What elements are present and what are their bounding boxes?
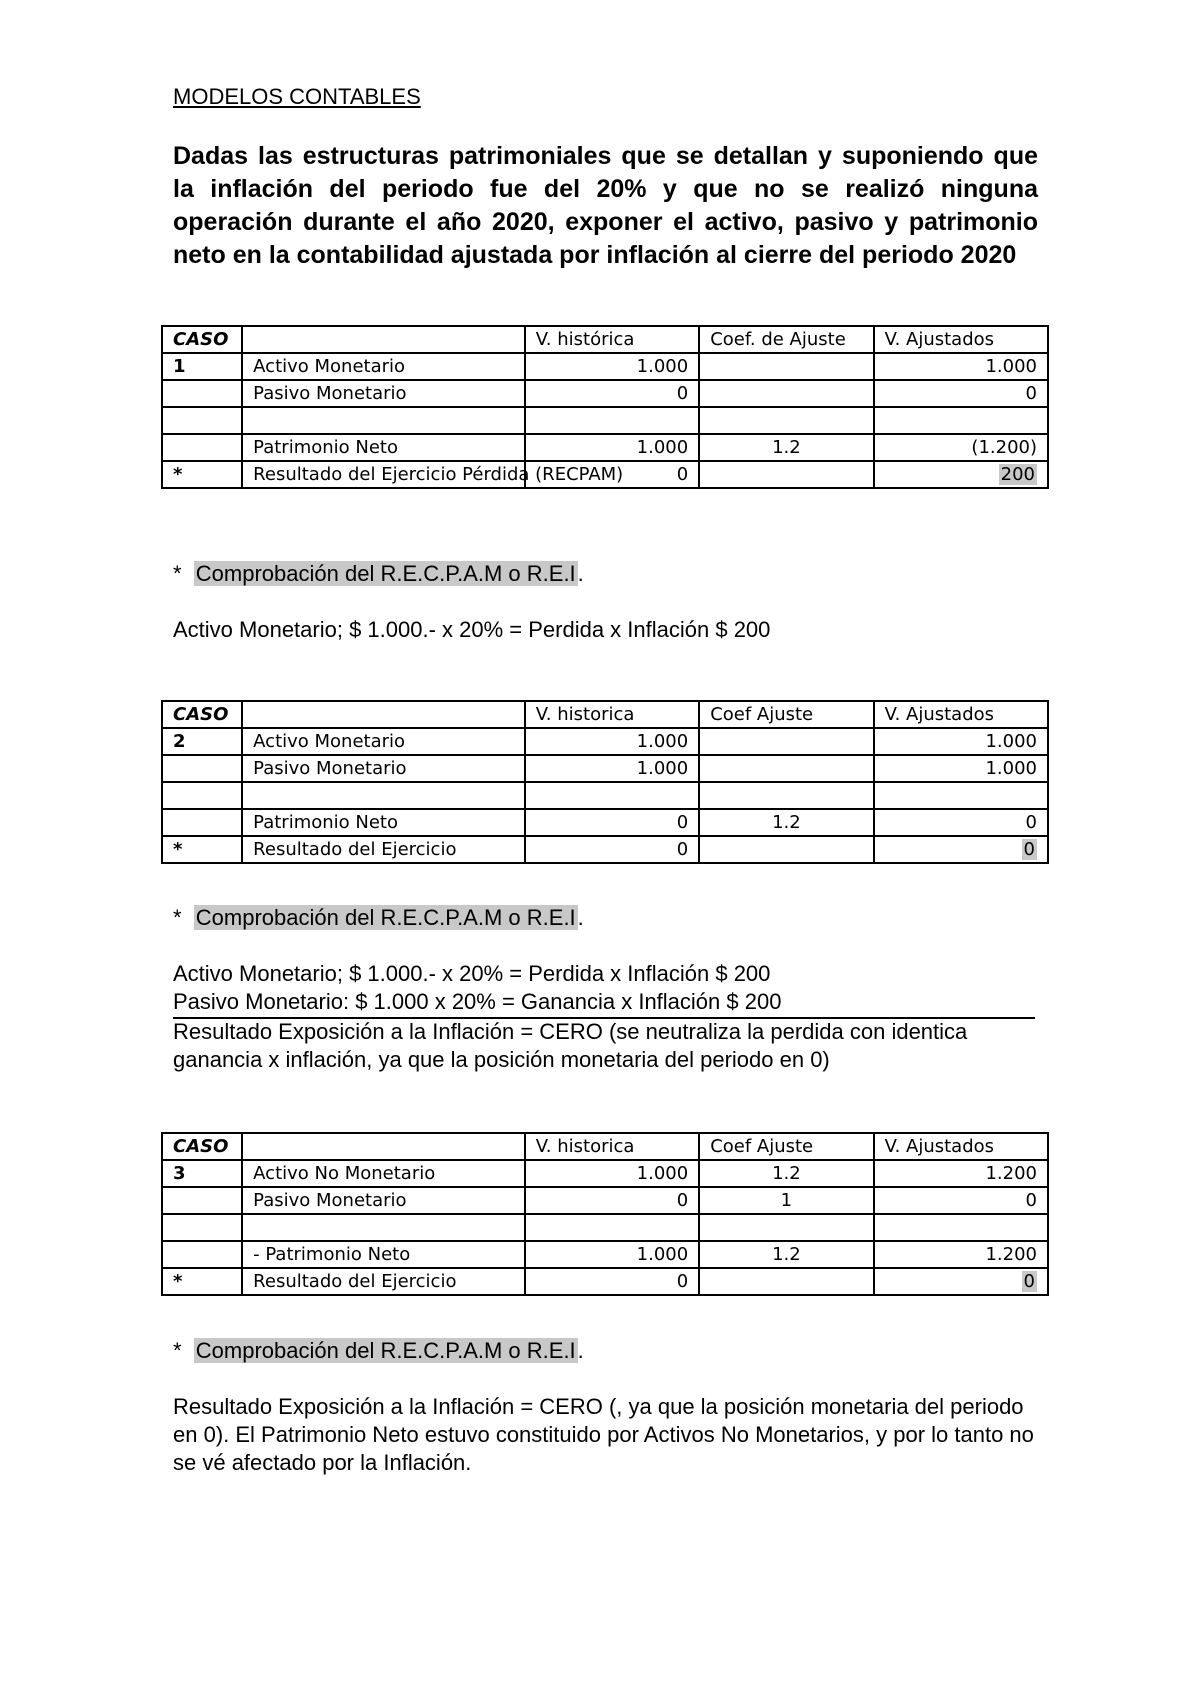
row-historic-value: 1.000: [525, 353, 699, 380]
row-marker: *: [162, 836, 242, 863]
row-historic-value: 1.000: [525, 755, 699, 782]
row-marker: [162, 434, 242, 461]
row-adjusted-value: [874, 407, 1048, 434]
row-coef: [699, 353, 873, 380]
row-marker: *: [162, 461, 242, 488]
check-heading: * Comprobación del R.E.C.P.A.M o R.E.I.: [173, 1338, 584, 1363]
row-adjusted-value: [874, 461, 1048, 488]
header-concept: [242, 1133, 525, 1160]
table-row-empty: [162, 782, 1048, 809]
row-adjusted-value: 0: [874, 1187, 1048, 1214]
row-historic-value: 1.000: [525, 728, 699, 755]
row-historic-value: 0: [525, 380, 699, 407]
row-concept: Resultado del Ejercicio: [242, 1268, 525, 1295]
row-coef: 1.2: [699, 1160, 873, 1187]
row-coef: [699, 380, 873, 407]
row-historic-value: 1.000: [525, 434, 699, 461]
check-heading: * Comprobación del R.E.C.P.A.M o R.E.I.: [173, 905, 584, 930]
row-concept: Patrimonio Neto: [242, 434, 525, 461]
row-marker: [162, 782, 242, 809]
row-coef: [699, 407, 873, 434]
highlighted-value: 0: [1023, 839, 1035, 860]
row-coef: 1.2: [699, 1241, 873, 1268]
row-coef: [699, 461, 873, 488]
row-marker: [162, 1241, 242, 1268]
header-adjust-coef: Coef Ajuste: [699, 701, 873, 728]
case-3-conclusion: Resultado Exposición a la Inflación = CERO (, ya que la posición monetaria del periodo en 0). El Patrimonio Neto estuvo constituido por Activos No Monetarios, y por lo tanto no se vé afectado por la Inflación.: [173, 1394, 1034, 1475]
check-label: Comprobación del R.E.C.P.A.M o R.E.I: [195, 1338, 576, 1363]
header-adjusted-value: V. Ajustados: [874, 701, 1048, 728]
table-row: [162, 434, 1048, 461]
row-concept: Activo Monetario: [242, 728, 525, 755]
table-header-row: [162, 1133, 1048, 1160]
header-concept: [242, 701, 525, 728]
row-adjusted-value: 1.200: [874, 1241, 1048, 1268]
row-concept: Resultado del Ejercicio Pérdida (RECPAM): [242, 461, 525, 488]
header-adjusted-value: V. Ajustados: [874, 1133, 1048, 1160]
row-marker: [162, 755, 242, 782]
table-row-result: [162, 836, 1048, 863]
table-row-result: [162, 461, 1048, 488]
table-row: [162, 728, 1048, 755]
row-coef: [699, 1214, 873, 1241]
row-historic-value: 0: [525, 809, 699, 836]
row-adjusted-value: [874, 782, 1048, 809]
row-historic-value: [525, 782, 699, 809]
highlighted-value: 200: [1000, 464, 1035, 485]
row-concept: Activo No Monetario: [242, 1160, 525, 1187]
case-number: 2: [162, 728, 242, 755]
row-adjusted-value: 1.000: [874, 755, 1048, 782]
row-concept: [242, 1214, 525, 1241]
row-historic-value: 1.000: [525, 1241, 699, 1268]
row-concept: [242, 407, 525, 434]
row-concept: Patrimonio Neto: [242, 809, 525, 836]
row-adjusted-value: 0: [874, 809, 1048, 836]
table-row: [162, 809, 1048, 836]
row-coef: [699, 1268, 873, 1295]
case-number: 3: [162, 1160, 242, 1187]
header-adjusted-value: V. Ajustados: [874, 326, 1048, 353]
case-1-calc: Activo Monetario; $ 1.000.- x 20% = Perdida x Inflación $ 200: [173, 617, 771, 642]
row-concept: Pasivo Monetario: [242, 1187, 525, 1214]
row-concept: Pasivo Monetario: [242, 755, 525, 782]
case-number: 1: [162, 353, 242, 380]
case-1-table: [161, 325, 1049, 489]
case-3-table: [161, 1132, 1049, 1296]
row-concept: Pasivo Monetario: [242, 380, 525, 407]
check-heading: * Comprobación del R.E.C.P.A.M o R.E.I.: [173, 561, 584, 586]
row-coef: 1: [699, 1187, 873, 1214]
row-adjusted-value: [874, 1268, 1048, 1295]
check-label: Comprobación del R.E.C.P.A.M o R.E.I: [195, 905, 576, 930]
row-adjusted-value: (1.200): [874, 434, 1048, 461]
case-2-calc-liability: Pasivo Monetario: $ 1.000 x 20% = Ganancia x Inflación $ 200: [173, 989, 782, 1014]
header-historic-value: V. histórica: [525, 326, 699, 353]
row-historic-value: 0: [525, 1268, 699, 1295]
case-2-table: [161, 700, 1049, 864]
table-row: [162, 1241, 1048, 1268]
row-concept: - Patrimonio Neto: [242, 1241, 525, 1268]
header-caso: CASO: [162, 1133, 242, 1160]
row-adjusted-value: 1.000: [874, 353, 1048, 380]
table-row-empty: [162, 407, 1048, 434]
header-adjust-coef: Coef Ajuste: [699, 1133, 873, 1160]
row-adjusted-value: 1.000: [874, 728, 1048, 755]
row-marker: [162, 809, 242, 836]
row-concept: Resultado del Ejercicio: [242, 836, 525, 863]
row-historic-value: [525, 1214, 699, 1241]
table-row: [162, 755, 1048, 782]
row-marker: [162, 380, 242, 407]
case-2-conclusion: Resultado Exposición a la Inflación = CERO (se neutraliza la perdida con identica ganancia x inflación, ya que la posición monetaria del periodo en 0): [173, 1019, 968, 1072]
row-adjusted-value: [874, 1214, 1048, 1241]
header-historic-value: V. historica: [525, 701, 699, 728]
row-historic-value: [525, 407, 699, 434]
row-coef: [699, 728, 873, 755]
row-adjusted-value: 0: [874, 380, 1048, 407]
table-row-result: [162, 1268, 1048, 1295]
row-marker: [162, 1187, 242, 1214]
header-adjust-coef: Coef. de Ajuste: [699, 326, 873, 353]
check-label: Comprobación del R.E.C.P.A.M o R.E.I: [195, 561, 576, 586]
row-historic-value: 0: [525, 836, 699, 863]
row-concept: Activo Monetario: [242, 353, 525, 380]
row-marker: [162, 407, 242, 434]
row-coef: 1.2: [699, 434, 873, 461]
highlighted-value: 0: [1023, 1271, 1035, 1292]
row-concept: [242, 782, 525, 809]
row-coef: [699, 755, 873, 782]
case-2-calc-asset: Activo Monetario; $ 1.000.- x 20% = Perdida x Inflación $ 200: [173, 961, 771, 986]
row-historic-value: 0: [525, 1187, 699, 1214]
row-adjusted-value: [874, 836, 1048, 863]
table-row-empty: [162, 1214, 1048, 1241]
row-marker: *: [162, 1268, 242, 1295]
table-row: [162, 353, 1048, 380]
header-caso: CASO: [162, 326, 242, 353]
table-row: [162, 380, 1048, 407]
row-coef: [699, 836, 873, 863]
header-concept: [242, 326, 525, 353]
row-historic-value: 0: [525, 461, 699, 488]
table-header-row: [162, 701, 1048, 728]
row-historic-value: 1.000: [525, 1160, 699, 1187]
table-row: [162, 1160, 1048, 1187]
table-header-row: [162, 326, 1048, 353]
row-coef: [699, 782, 873, 809]
table-row: [162, 1187, 1048, 1214]
document-title: MODELOS CONTABLES: [173, 84, 421, 109]
exercise-statement: Dadas las estructuras patrimoniales que se detallan y suponiendo que la inflación del periodo fue del 20% y que no se realizó ninguna operación durante el año 2020, exponer el activo, pasivo y patrimonio neto en la contabilidad ajustada por inflación al cierre del periodo 2020: [173, 142, 1038, 269]
row-adjusted-value: 1.200: [874, 1160, 1048, 1187]
header-caso: CASO: [162, 701, 242, 728]
row-marker: [162, 1214, 242, 1241]
row-coef: 1.2: [699, 809, 873, 836]
header-historic-value: V. historica: [525, 1133, 699, 1160]
